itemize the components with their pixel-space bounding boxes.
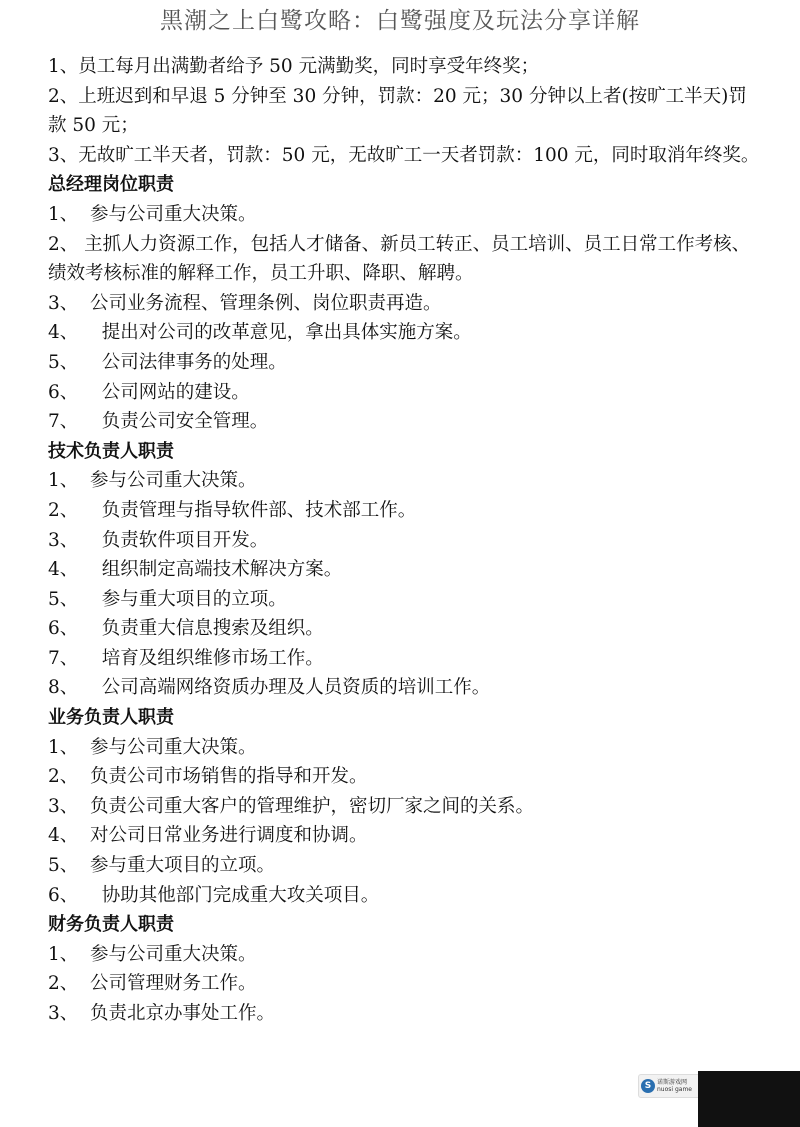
gm-duty-3: 3、 公司业务流程、管理条例、岗位职责再造。 (48, 292, 442, 314)
site-logo-icon: S (641, 1079, 655, 1093)
tech-duty-3: 3、 负责软件项目开发。 (48, 529, 269, 551)
biz-duty-5: 5、 参与重大项目的立项。 (48, 855, 276, 877)
attendance-rule-1: 1、员工每月出满勤者给予 50 元满勤奖，同时享受年终奖； (48, 56, 540, 77)
gm-duty-4: 4、 提出对公司的改革意见，拿出具体实施方案。 (48, 322, 472, 344)
tech-duty-5: 5、 参与重大项目的立项。 (48, 588, 287, 610)
site-watermark (638, 1074, 702, 1098)
attendance-rule-2: 2、上班迟到和早退 5 分钟至 30 分钟，罚款：20 元；30 分钟以上者(按旷工半天)罚款 50 元； (48, 85, 747, 137)
gm-duty-2: 2、 主抓人力资源工作，包括人才储备、新员工转正、员工培训、员工日常工作考核、绩效考核标准的解释工作，员工升职、降职、解聘。 (48, 233, 751, 285)
tech-duty-4: 4、 组织制定高端技术解决方案。 (48, 559, 343, 581)
document-body (48, 52, 763, 1029)
attendance-rule-3: 3、无故旷工半天者，罚款：50 元，无故旷工一天者罚款：100 元，同时取消年终奖。 (48, 144, 760, 166)
gm-duty-5: 5、 公司法律事务的处理。 (48, 351, 287, 373)
page-title: 黑潮之上白鹭攻略：白鹭强度及玩法分享详解 (160, 8, 640, 34)
biz-duty-4: 4、 对公司日常业务进行调度和协调。 (48, 825, 368, 847)
tech-duty-1: 1、 参与公司重大决策。 (48, 470, 257, 492)
section-heading-gm: 总经理岗位职责 (48, 174, 174, 196)
gm-duty-1: 1、 参与公司重大决策。 (48, 203, 257, 225)
finance-duty-3: 3、 负责北京办事处工作。 (48, 1003, 276, 1024)
biz-duty-1: 1、 参与公司重大决策。 (48, 736, 257, 758)
tech-duty-6: 6、 负责重大信息搜索及组织。 (48, 618, 324, 640)
finance-duty-1: 1、 参与公司重大决策。 (48, 943, 257, 965)
tech-duty-7: 7、 培育及组织维修市场工作。 (48, 647, 324, 669)
biz-duty-6: 6、 协助其他部门完成重大攻关项目。 (48, 884, 380, 906)
section-heading-finance: 财务负责人职责 (48, 914, 174, 936)
tech-duty-2: 2、 负责管理与指导软件部、技术部工作。 (48, 499, 417, 521)
watermark-text-line1: 诺斯游戏网 (657, 1079, 688, 1086)
biz-duty-3: 3、 负责公司重大客户的管理维护，密切厂家之间的关系。 (48, 795, 535, 817)
watermark-text-line2: nuosi game (657, 1086, 692, 1093)
finance-duty-2: 2、 公司管理财务工作。 (48, 973, 257, 995)
gm-duty-7: 7、 负责公司安全管理。 (48, 411, 269, 433)
gm-duty-6: 6、 公司网站的建设。 (48, 381, 250, 403)
section-heading-tech: 技术负责人职责 (48, 440, 174, 462)
corner-block (698, 1071, 800, 1127)
biz-duty-2: 2、 负责公司市场销售的指导和开发。 (48, 766, 368, 788)
section-heading-business: 业务负责人职责 (48, 707, 174, 729)
tech-duty-8: 8、 公司高端网络资质办理及人员资质的培训工作。 (48, 677, 491, 699)
